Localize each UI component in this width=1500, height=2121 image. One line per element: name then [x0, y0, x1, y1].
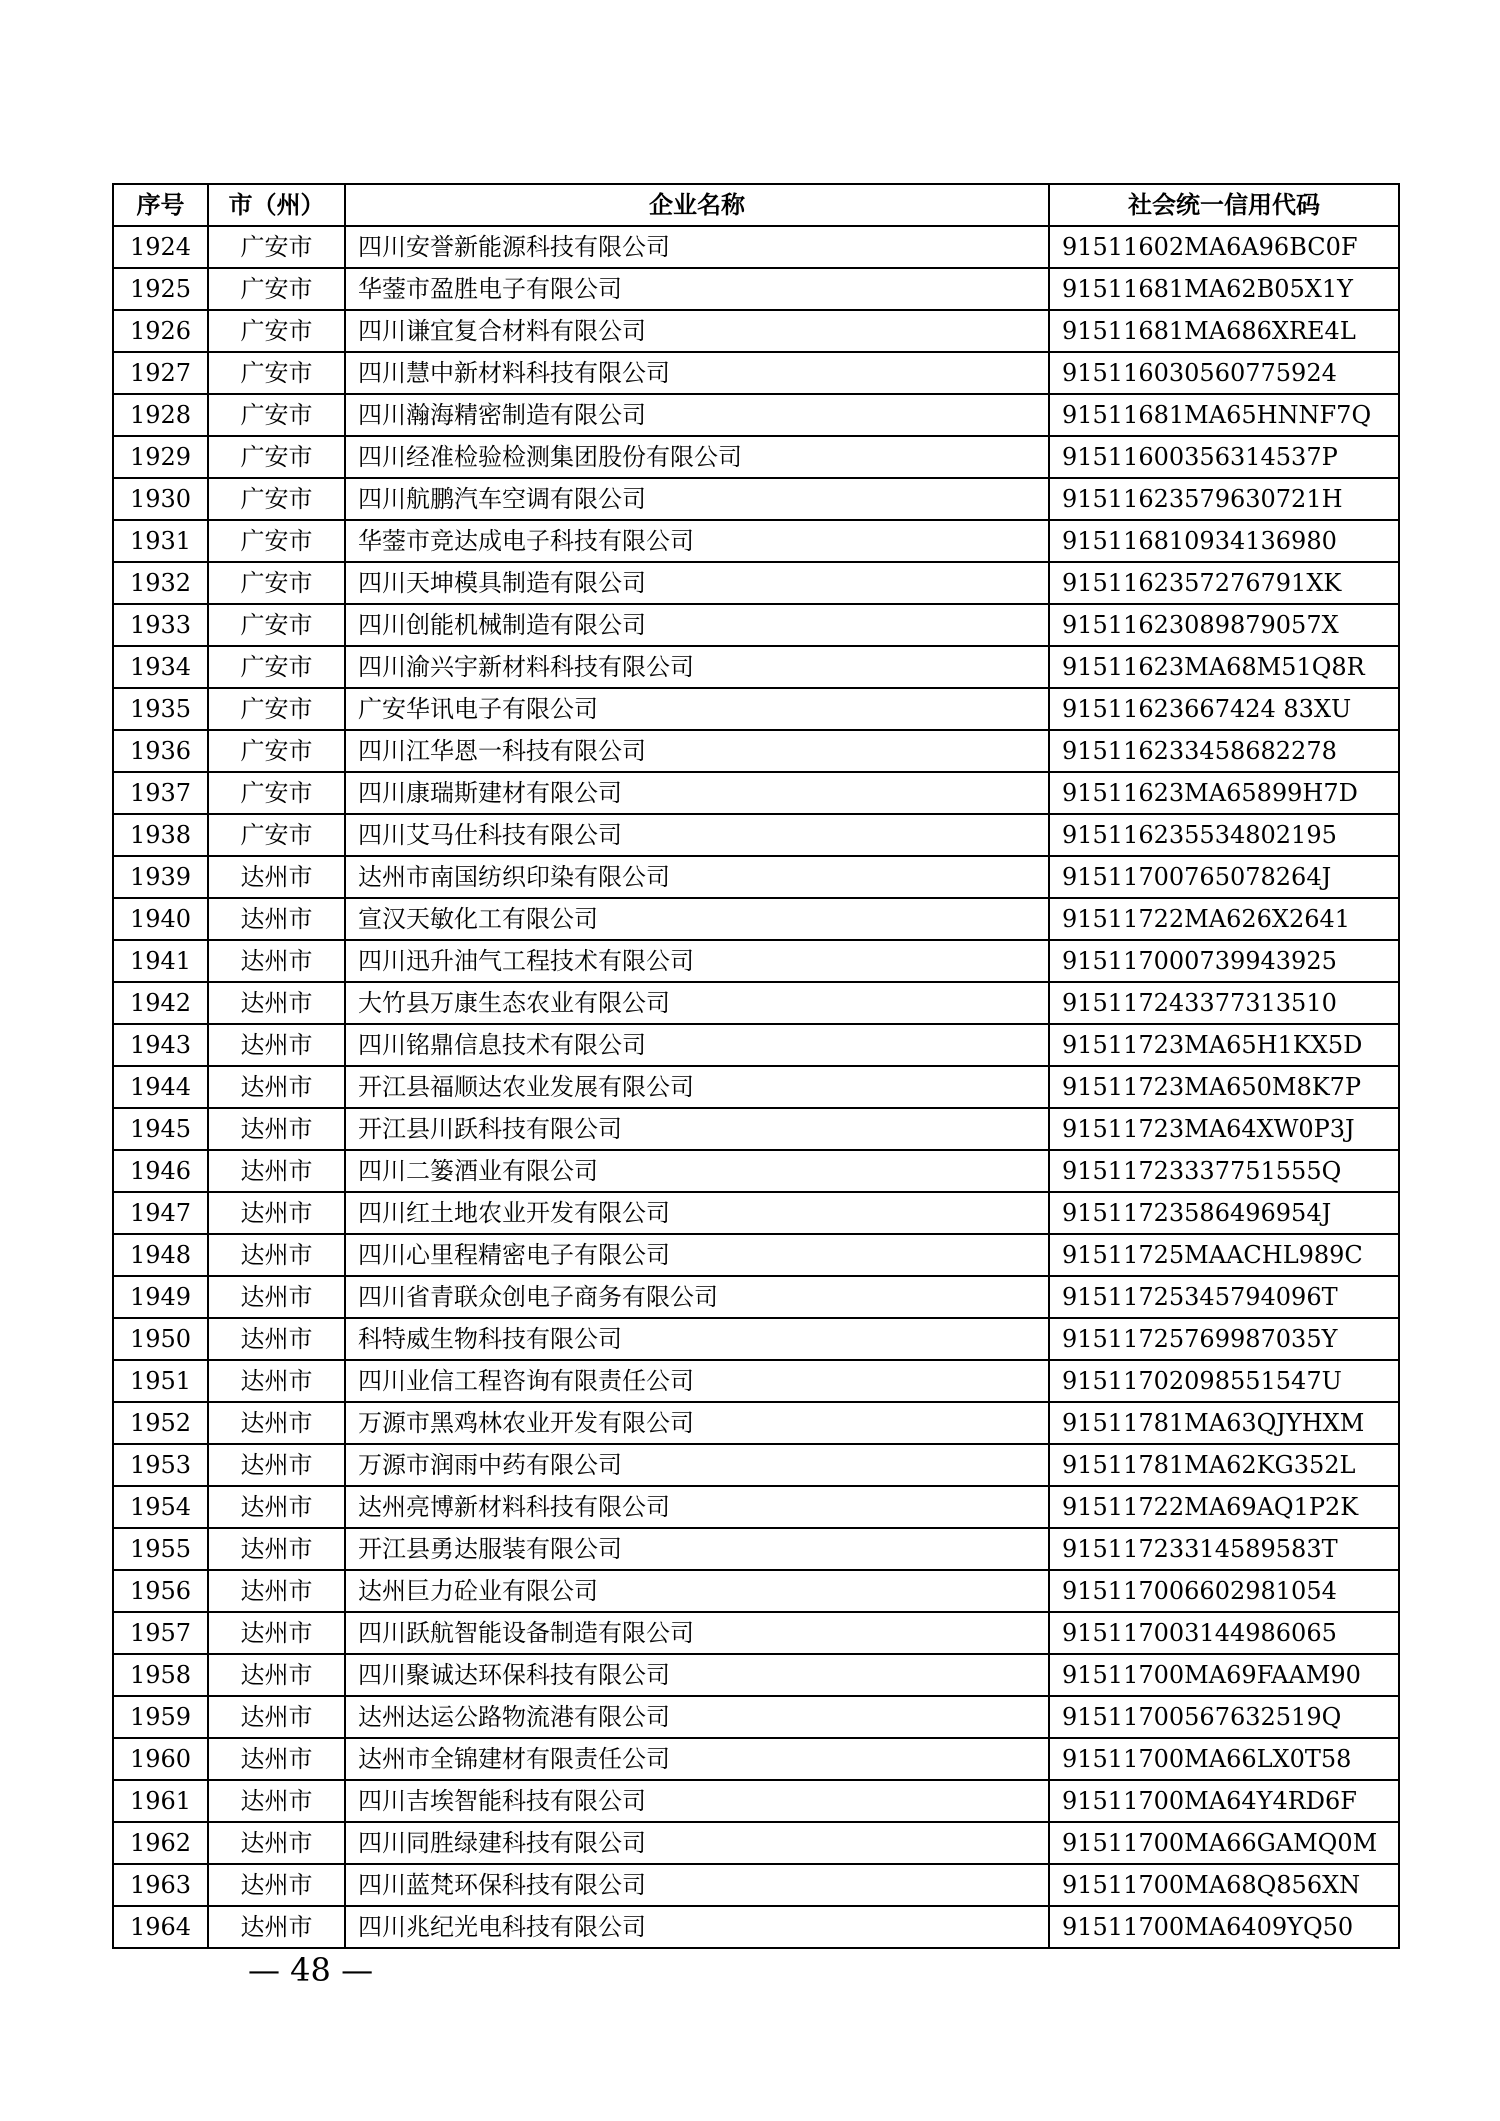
company-name-cell: 四川铭鼎信息技术有限公司: [345, 1024, 1049, 1066]
city-cell: 达州市: [208, 1108, 345, 1150]
company-name-cell: 四川瀚海精密制造有限公司: [345, 394, 1049, 436]
city-cell: 达州市: [208, 1612, 345, 1654]
table-row: [113, 1738, 1399, 1780]
serial-cell: 1935: [113, 688, 208, 730]
city-cell: 达州市: [208, 1696, 345, 1738]
company-name-cell: 科特威生物科技有限公司: [345, 1318, 1049, 1360]
credit-code-cell: 91511725769987035Y: [1049, 1318, 1399, 1360]
serial-cell: 1945: [113, 1108, 208, 1150]
city-cell: 达州市: [208, 1402, 345, 1444]
credit-code-cell: 91511725MAACHL989C: [1049, 1234, 1399, 1276]
table-row: [113, 562, 1399, 604]
company-name-cell: 四川谦宜复合材料有限公司: [345, 310, 1049, 352]
company-name-cell: 四川慧中新材料科技有限公司: [345, 352, 1049, 394]
serial-cell: 1946: [113, 1150, 208, 1192]
table-row: [113, 1570, 1399, 1612]
serial-cell: 1959: [113, 1696, 208, 1738]
table-row: [113, 1150, 1399, 1192]
table-row: [113, 898, 1399, 940]
credit-code-cell: 91511700MA66LX0T58: [1049, 1738, 1399, 1780]
credit-code-cell: 91511681MA65HNNF7Q: [1049, 394, 1399, 436]
table-row: [113, 1780, 1399, 1822]
table-row: [113, 1360, 1399, 1402]
table-row: [113, 1864, 1399, 1906]
city-cell: 广安市: [208, 688, 345, 730]
serial-cell: 1925: [113, 268, 208, 310]
credit-code-cell: 91511723MA64XW0P3J: [1049, 1108, 1399, 1150]
company-name-cell: 四川同胜绿建科技有限公司: [345, 1822, 1049, 1864]
company-name-cell: 宣汉天敏化工有限公司: [345, 898, 1049, 940]
city-cell: 达州市: [208, 1360, 345, 1402]
company-name-cell: 广安华讯电子有限公司: [345, 688, 1049, 730]
credit-code-cell: 91511600356314537P: [1049, 436, 1399, 478]
serial-cell: 1963: [113, 1864, 208, 1906]
table-row: [113, 604, 1399, 646]
credit-code-cell: 91511700MA66GAMQ0M: [1049, 1822, 1399, 1864]
credit-code-cell: 91511700MA64Y4RD6F: [1049, 1780, 1399, 1822]
serial-cell: 1927: [113, 352, 208, 394]
table-header-row: [113, 184, 1399, 226]
credit-code-cell: 91511602MA6A96BC0F: [1049, 226, 1399, 268]
city-cell: 达州市: [208, 940, 345, 982]
credit-code-cell: 91511723MA65H1KX5D: [1049, 1024, 1399, 1066]
city-cell: 达州市: [208, 856, 345, 898]
serial-cell: 1954: [113, 1486, 208, 1528]
company-name-cell: 四川聚诚达环保科技有限公司: [345, 1654, 1049, 1696]
table-row: [113, 226, 1399, 268]
enterprise-table: [112, 183, 1400, 1949]
credit-code-cell: 91511623MA68M51Q8R: [1049, 646, 1399, 688]
serial-cell: 1948: [113, 1234, 208, 1276]
serial-cell: 1962: [113, 1822, 208, 1864]
credit-code-cell: 915116233458682278: [1049, 730, 1399, 772]
credit-code-cell: 91511723337751555Q: [1049, 1150, 1399, 1192]
table-row: [113, 814, 1399, 856]
company-name-cell: 大竹县万康生态农业有限公司: [345, 982, 1049, 1024]
serial-cell: 1924: [113, 226, 208, 268]
serial-cell: 1939: [113, 856, 208, 898]
table-row: [113, 1066, 1399, 1108]
company-name-cell: 四川航鹏汽车空调有限公司: [345, 478, 1049, 520]
table-row: [113, 1486, 1399, 1528]
credit-code-cell: 91511722MA626X2641: [1049, 898, 1399, 940]
city-cell: 达州市: [208, 1276, 345, 1318]
serial-cell: 1941: [113, 940, 208, 982]
company-name-cell: 达州市全锦建材有限责任公司: [345, 1738, 1049, 1780]
table-row: [113, 1654, 1399, 1696]
table-row: [113, 1822, 1399, 1864]
city-cell: 达州市: [208, 1024, 345, 1066]
credit-code-cell: 91511722MA69AQ1P2K: [1049, 1486, 1399, 1528]
city-cell: 达州市: [208, 1066, 345, 1108]
company-name-cell: 四川心里程精密电子有限公司: [345, 1234, 1049, 1276]
table-row: [113, 1528, 1399, 1570]
city-cell: 达州市: [208, 1780, 345, 1822]
credit-code-cell: 91511700765078264J: [1049, 856, 1399, 898]
credit-code-cell: 915116810934136980: [1049, 520, 1399, 562]
company-name-cell: 达州亮博新材料科技有限公司: [345, 1486, 1049, 1528]
serial-cell: 1928: [113, 394, 208, 436]
city-cell: 达州市: [208, 1486, 345, 1528]
city-cell: 广安市: [208, 520, 345, 562]
serial-cell: 1953: [113, 1444, 208, 1486]
company-name-cell: 四川吉埃智能科技有限公司: [345, 1780, 1049, 1822]
credit-code-cell: 9151162357276791XK: [1049, 562, 1399, 604]
city-cell: 达州市: [208, 1654, 345, 1696]
table-row: [113, 1276, 1399, 1318]
table-row: [113, 520, 1399, 562]
table-row: [113, 310, 1399, 352]
city-cell: 达州市: [208, 1444, 345, 1486]
credit-code-cell: 91511700567632519Q: [1049, 1696, 1399, 1738]
company-name-cell: 四川红土地农业开发有限公司: [345, 1192, 1049, 1234]
serial-cell: 1934: [113, 646, 208, 688]
credit-code-cell: 91511700MA6409YQ50: [1049, 1906, 1399, 1948]
table-row: [113, 394, 1399, 436]
company-name-cell: 华蓥市竞达成电子科技有限公司: [345, 520, 1049, 562]
table-row: [113, 1024, 1399, 1066]
company-name-cell: 达州达运公路物流港有限公司: [345, 1696, 1049, 1738]
city-cell: 广安市: [208, 478, 345, 520]
credit-code-cell: 915116235534802195: [1049, 814, 1399, 856]
company-name-cell: 开江县福顺达农业发展有限公司: [345, 1066, 1049, 1108]
credit-code-cell: 91511700MA68Q856XN: [1049, 1864, 1399, 1906]
serial-cell: 1958: [113, 1654, 208, 1696]
city-cell: 达州市: [208, 1570, 345, 1612]
company-name-cell: 达州巨力砼业有限公司: [345, 1570, 1049, 1612]
credit-code-cell: 91511623089879057X: [1049, 604, 1399, 646]
company-name-cell: 四川艾马仕科技有限公司: [345, 814, 1049, 856]
header-city: 市（州）: [208, 184, 345, 226]
serial-cell: 1933: [113, 604, 208, 646]
city-cell: 达州市: [208, 1192, 345, 1234]
credit-code-cell: 915117006602981054: [1049, 1570, 1399, 1612]
table-row: [113, 688, 1399, 730]
company-name-cell: 四川安誉新能源科技有限公司: [345, 226, 1049, 268]
table-row: [113, 352, 1399, 394]
city-cell: 达州市: [208, 1738, 345, 1780]
table-row: [113, 1696, 1399, 1738]
company-name-cell: 四川业信工程咨询有限责任公司: [345, 1360, 1049, 1402]
city-cell: 达州市: [208, 1234, 345, 1276]
serial-cell: 1943: [113, 1024, 208, 1066]
header-serial: 序号: [113, 184, 208, 226]
credit-code-cell: 91511681MA686XRE4L: [1049, 310, 1399, 352]
table-row: [113, 436, 1399, 478]
serial-cell: 1952: [113, 1402, 208, 1444]
credit-code-cell: 91511623667424 83XU: [1049, 688, 1399, 730]
company-name-cell: 开江县勇达服装有限公司: [345, 1528, 1049, 1570]
company-name-cell: 四川渝兴宇新材料科技有限公司: [345, 646, 1049, 688]
serial-cell: 1930: [113, 478, 208, 520]
company-name-cell: 四川江华恩一科技有限公司: [345, 730, 1049, 772]
company-name-cell: 万源市黑鸡林农业开发有限公司: [345, 1402, 1049, 1444]
table-row: [113, 1234, 1399, 1276]
credit-code-cell: 91511723MA650M8K7P: [1049, 1066, 1399, 1108]
credit-code-cell: 915116030560775924: [1049, 352, 1399, 394]
serial-cell: 1944: [113, 1066, 208, 1108]
table-row: [113, 478, 1399, 520]
serial-cell: 1936: [113, 730, 208, 772]
table-row: [113, 730, 1399, 772]
serial-cell: 1938: [113, 814, 208, 856]
table-row: [113, 940, 1399, 982]
credit-code-cell: 915117003144986065: [1049, 1612, 1399, 1654]
table-row: [113, 1402, 1399, 1444]
table-row: [113, 1318, 1399, 1360]
credit-code-cell: 91511723314589583T: [1049, 1528, 1399, 1570]
city-cell: 广安市: [208, 562, 345, 604]
header-company-name: 企业名称: [345, 184, 1049, 226]
serial-cell: 1932: [113, 562, 208, 604]
company-name-cell: 四川创能机械制造有限公司: [345, 604, 1049, 646]
city-cell: 广安市: [208, 436, 345, 478]
header-credit-code: 社会统一信用代码: [1049, 184, 1399, 226]
city-cell: 广安市: [208, 394, 345, 436]
company-name-cell: 万源市润雨中药有限公司: [345, 1444, 1049, 1486]
city-cell: 达州市: [208, 1822, 345, 1864]
company-name-cell: 四川兆纪光电科技有限公司: [345, 1906, 1049, 1948]
city-cell: 达州市: [208, 1528, 345, 1570]
table-row: [113, 982, 1399, 1024]
city-cell: 广安市: [208, 646, 345, 688]
city-cell: 广安市: [208, 352, 345, 394]
serial-cell: 1937: [113, 772, 208, 814]
credit-code-cell: 91511723586496954J: [1049, 1192, 1399, 1234]
table-row: [113, 772, 1399, 814]
city-cell: 达州市: [208, 1150, 345, 1192]
company-name-cell: 华蓥市盈胜电子有限公司: [345, 268, 1049, 310]
credit-code-cell: 91511725345794096T: [1049, 1276, 1399, 1318]
serial-cell: 1960: [113, 1738, 208, 1780]
table-row: [113, 268, 1399, 310]
city-cell: 达州市: [208, 1906, 345, 1948]
serial-cell: 1940: [113, 898, 208, 940]
serial-cell: 1964: [113, 1906, 208, 1948]
credit-code-cell: 91511700MA69FAAM90: [1049, 1654, 1399, 1696]
credit-code-cell: 915117000739943925: [1049, 940, 1399, 982]
credit-code-cell: 91511781MA63QJYHXM: [1049, 1402, 1399, 1444]
city-cell: 广安市: [208, 268, 345, 310]
table-body: [113, 226, 1399, 1948]
company-name-cell: 四川康瑞斯建材有限公司: [345, 772, 1049, 814]
city-cell: 广安市: [208, 604, 345, 646]
company-name-cell: 四川迅升油气工程技术有限公司: [345, 940, 1049, 982]
city-cell: 广安市: [208, 814, 345, 856]
serial-cell: 1951: [113, 1360, 208, 1402]
serial-cell: 1956: [113, 1570, 208, 1612]
company-name-cell: 开江县川跃科技有限公司: [345, 1108, 1049, 1150]
company-name-cell: 达州市南国纺织印染有限公司: [345, 856, 1049, 898]
credit-code-cell: 915117243377313510: [1049, 982, 1399, 1024]
company-name-cell: 四川蓝梵环保科技有限公司: [345, 1864, 1049, 1906]
city-cell: 广安市: [208, 772, 345, 814]
serial-cell: 1950: [113, 1318, 208, 1360]
city-cell: 广安市: [208, 730, 345, 772]
serial-cell: 1931: [113, 520, 208, 562]
company-name-cell: 四川经准检验检测集团股份有限公司: [345, 436, 1049, 478]
company-name-cell: 四川二篓酒业有限公司: [345, 1150, 1049, 1192]
serial-cell: 1929: [113, 436, 208, 478]
company-name-cell: 四川天坤模具制造有限公司: [345, 562, 1049, 604]
company-name-cell: 四川跃航智能设备制造有限公司: [345, 1612, 1049, 1654]
serial-cell: 1947: [113, 1192, 208, 1234]
table-row: [113, 1108, 1399, 1150]
table-row: [113, 1444, 1399, 1486]
city-cell: 广安市: [208, 226, 345, 268]
table-row: [113, 646, 1399, 688]
city-cell: 达州市: [208, 898, 345, 940]
city-cell: 达州市: [208, 982, 345, 1024]
credit-code-cell: 91511623579630721H: [1049, 478, 1399, 520]
city-cell: 达州市: [208, 1318, 345, 1360]
serial-cell: 1926: [113, 310, 208, 352]
credit-code-cell: 91511681MA62B05X1Y: [1049, 268, 1399, 310]
city-cell: 广安市: [208, 310, 345, 352]
serial-cell: 1957: [113, 1612, 208, 1654]
table-row: [113, 1612, 1399, 1654]
table-row: [113, 1906, 1399, 1948]
credit-code-cell: 91511781MA62KG352L: [1049, 1444, 1399, 1486]
serial-cell: 1955: [113, 1528, 208, 1570]
serial-cell: 1942: [113, 982, 208, 1024]
company-name-cell: 四川省青联众创电子商务有限公司: [345, 1276, 1049, 1318]
table-row: [113, 1192, 1399, 1234]
credit-code-cell: 91511623MA65899H7D: [1049, 772, 1399, 814]
city-cell: 达州市: [208, 1864, 345, 1906]
credit-code-cell: 91511702098551547U: [1049, 1360, 1399, 1402]
page-number: — 48 —: [248, 1951, 374, 1989]
table-row: [113, 856, 1399, 898]
serial-cell: 1949: [113, 1276, 208, 1318]
serial-cell: 1961: [113, 1780, 208, 1822]
